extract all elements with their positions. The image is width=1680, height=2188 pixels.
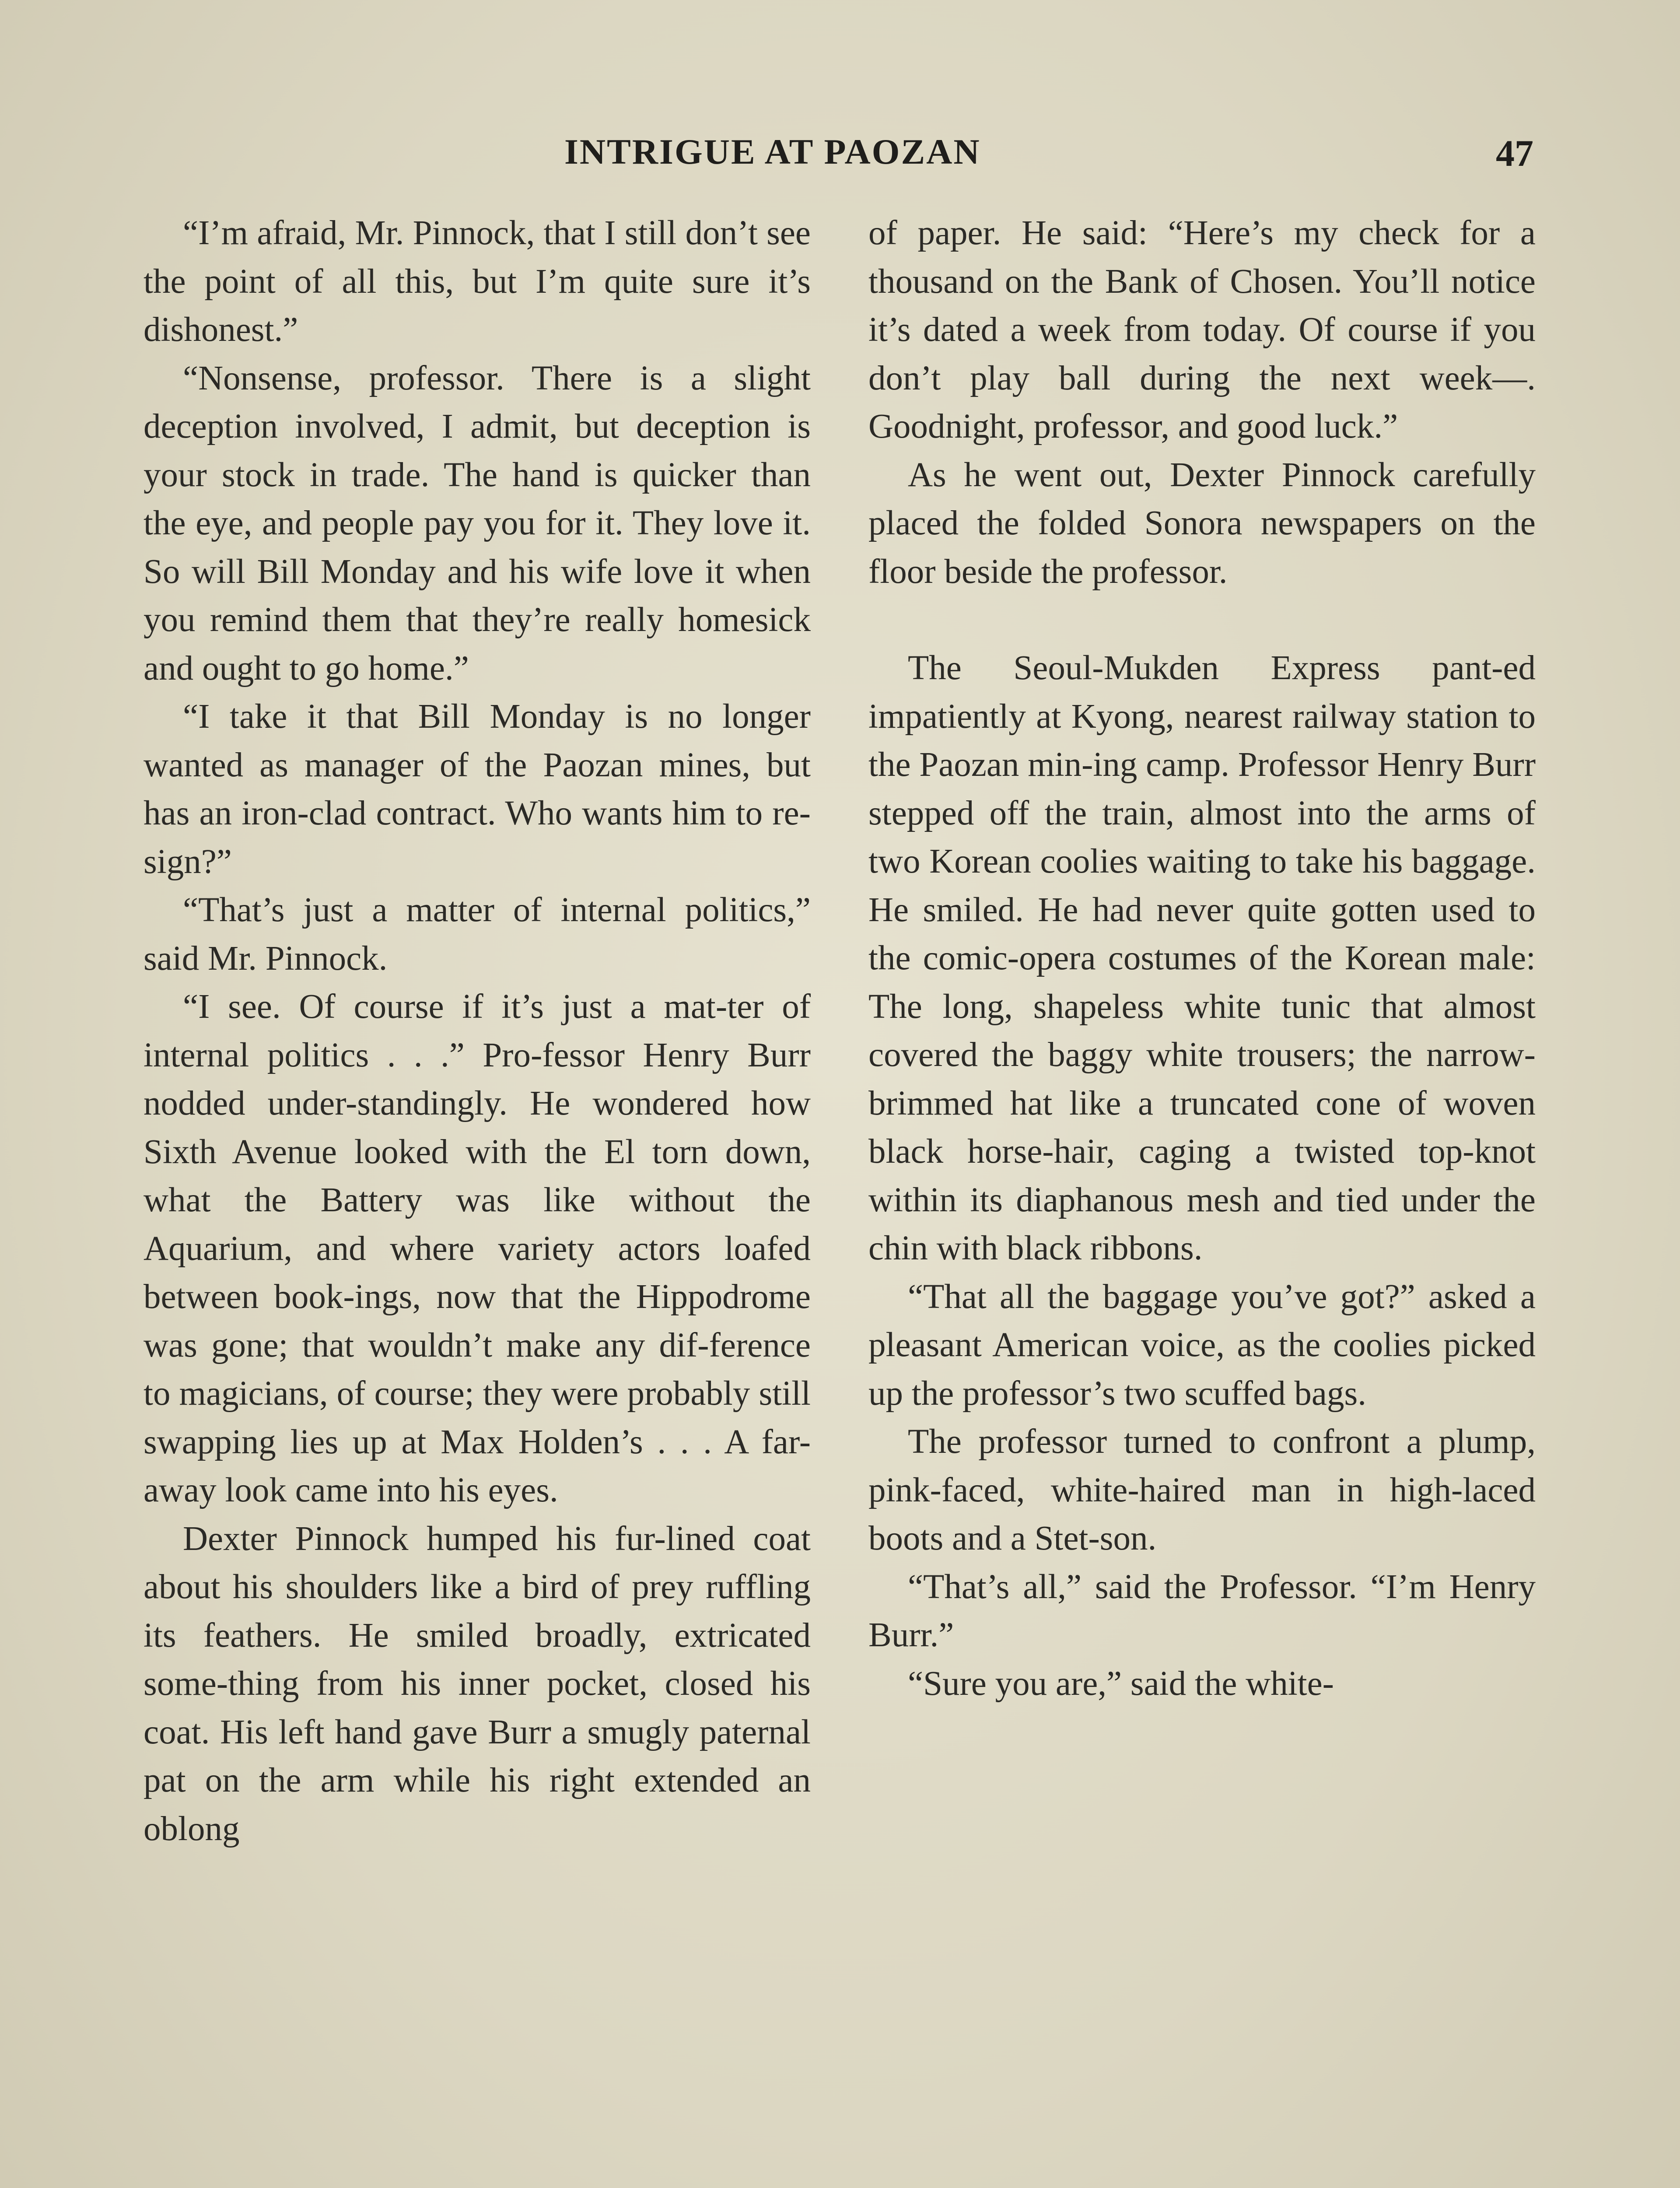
- paragraph: “I take it that Bill Monday is no longer wanted as manager of the Paozan mines, but has an iron-clad contract. Who wants him to re-sign?”: [144, 698, 811, 881]
- paragraph: “Nonsense, professor. There is a slight deception involved, I admit, but deception is your stock in trade. The hand is quicker than the eye, and people pay you for it. They love it. So will Bill Monday and his wife love it when you remind them that they’re really homesick and ought to go home.”: [144, 359, 811, 687]
- right-column: [868, 209, 1536, 1708]
- paragraph: “I see. Of course if it’s just a mat-ter of internal politics . . .” Pro-fessor Henry Burr nodded under-standingly. He wondered how Sixth Avenue looked with the El torn down, what the Battery was like without the Aquarium, and where variety actors loafed between book-ings, now that the Hippodrome was gone; that wouldn’t make any dif-ference to magicians, of course; they were probably still swapping lies up at Max Holden’s . . . A far-away look came into his eyes.: [144, 988, 811, 1509]
- paragraph: “That all the baggage you’ve got?” asked a pleasant American voice, as the coolies picked up the professor’s two scuffed bags.: [868, 1277, 1536, 1413]
- paragraph: “That’s all,” said the Professor. “I’m Henry Burr.”: [868, 1567, 1536, 1654]
- paragraph: As he went out, Dexter Pinnock carefully placed the folded Sonora newspapers on the floor beside the professor.: [868, 456, 1536, 591]
- section-start-paragraph: The Seoul-Mukden Express pant-ed impatiently at Kyong, nearest railway station to the Paozan min-ing camp. Professor Henry Burr stepped off the train, almost into the arms of two Korean coolies waiting to take his baggage. He smiled. He had never quite gotten used to the comic-opera costumes of the Korean male: The long, shapeless white tunic that almost covered the baggy white trousers; the narrow-brimmed hat like a truncated cone of woven black horse-hair, caging a twisted top-knot within its diaphanous mesh and tied under the chin with black ribbons.: [868, 649, 1536, 1267]
- paragraph: “That’s just a matter of internal politics,” said Mr. Pinnock.: [144, 891, 811, 978]
- paragraph: Dexter Pinnock humped his fur-lined coat about his shoulders like a bird of prey ruffling its feathers. He smiled broadly, extricated some-thing from his inner pocket, closed his coat. His left hand gave Burr a smugly paternal pat on the arm while his right extended an oblong: [144, 1519, 811, 1848]
- left-column: [144, 209, 811, 1853]
- running-title: INTRIGUE AT PAOZAN: [564, 132, 981, 172]
- paragraph-continuation: of paper. He said: “Here’s my check for a thousand on the Bank of Chosen. You’ll notice it’s dated a week from today. Of course if you don’t play ball during the next week—. Goodnight, professor, and good luck.”: [868, 214, 1536, 445]
- page-number: 47: [1496, 132, 1533, 174]
- paragraph: “Sure you are,” said the white-: [908, 1664, 1334, 1703]
- paragraph: The professor turned to confront a plump, pink-faced, white-haired man in high-laced boots and a Stet-son.: [868, 1423, 1536, 1557]
- paragraph: “I’m afraid, Mr. Pinnock, that I still don’t see the point of all this, but I’m quite sure it’s dishonest.”: [144, 214, 811, 349]
